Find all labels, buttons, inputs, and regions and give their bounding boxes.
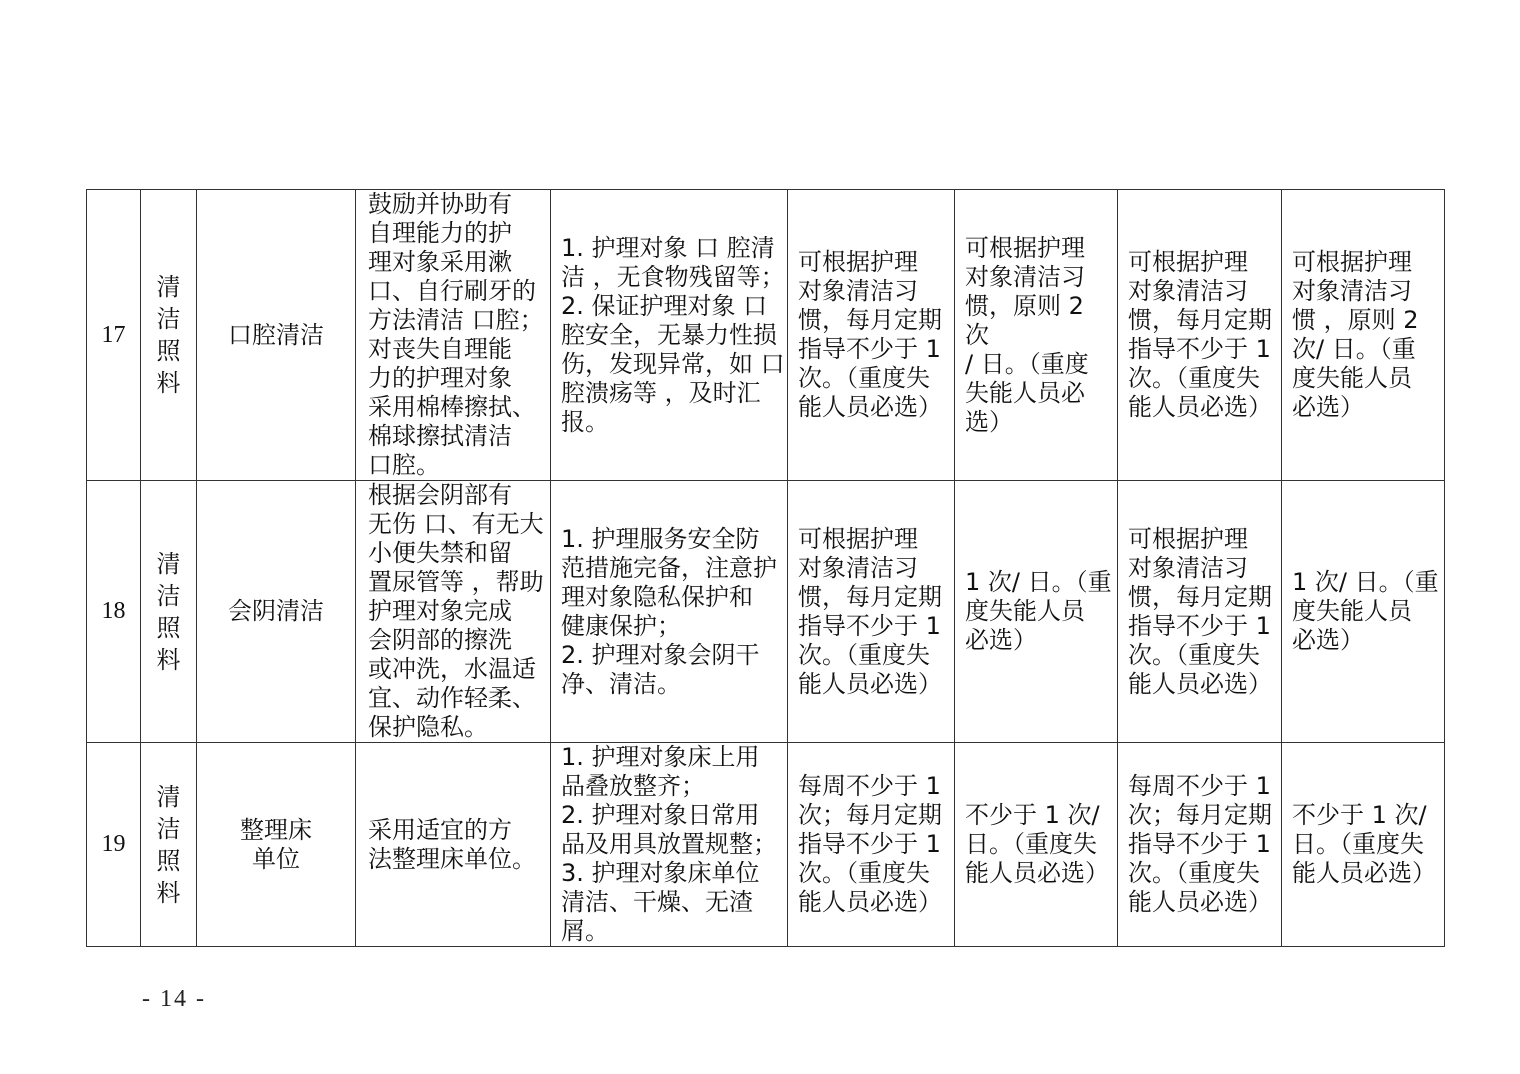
frequency-col-2: 可根据护理 对象清洁习 惯，原则 2 次 / 日。（重度 失能人员必 选） — [955, 190, 1118, 481]
frequency-col-4: 可根据护理 对象清洁习 惯 ，原则 2 次/ 日。（重 度失能人员 必选） — [1282, 190, 1445, 481]
table-row — [87, 743, 1445, 947]
service-standard: 1. 护理服务安全防 范措施完备，注意护 理对象隐私保护和 健康保护； 2. 护理对象会阴干 净、清洁。 — [551, 481, 788, 743]
category-cell — [141, 190, 197, 481]
category-cell — [141, 481, 197, 743]
category-char: 清 — [156, 782, 181, 811]
frequency-col-1: 每周不少于 1 次；每月定期 指导不少于 1 次。（重度失 能人员必选） — [788, 743, 955, 947]
table-row — [87, 190, 1445, 481]
service-item: 会阴清洁 — [197, 481, 356, 743]
service-standard-table — [86, 189, 1445, 947]
service-method: 采用适宜的方 法整理床单位。 — [356, 743, 551, 947]
frequency-col-1: 可根据护理 对象清洁习 惯，每月定期 指导不少于 1 次。（重度失 能人员必选） — [788, 190, 955, 481]
category-char: 洁 — [156, 581, 181, 610]
table-row — [87, 481, 1445, 743]
frequency-col-3: 每周不少于 1 次；每月定期 指导不少于 1 次。（重度失 能人员必选） — [1118, 743, 1282, 947]
category-char: 洁 — [156, 814, 181, 843]
service-item: 整理床 单位 — [197, 743, 356, 947]
frequency-col-3: 可根据护理 对象清洁习 惯，每月定期 指导不少于 1 次。（重度失 能人员必选） — [1118, 190, 1282, 481]
frequency-col-4: 1 次/ 日。（重 度失能人员 必选） — [1282, 481, 1445, 743]
frequency-col-4: 不少于 1 次/ 日。（重度失 能人员必选） — [1282, 743, 1445, 947]
page-number: - 14 - — [142, 986, 206, 1012]
category-char: 照 — [156, 613, 181, 642]
service-standard: 1. 护理对象床上用 品叠放整齐； 2. 护理对象日常用 品及用具放置规整； 3. 护理对象床单位 清洁、干燥、无渣屑。 — [551, 743, 788, 947]
frequency-col-2: 不少于 1 次/ 日。（重度失 能人员必选） — [955, 743, 1118, 947]
row-number: 18 — [87, 481, 141, 743]
category-char: 清 — [156, 273, 181, 301]
category-char: 料 — [156, 645, 181, 674]
category-char: 清 — [156, 549, 181, 578]
frequency-col-3: 可根据护理 对象清洁习 惯，每月定期 指导不少于 1 次。（重度失 能人员必选） — [1118, 481, 1282, 743]
row-number: 17 — [87, 190, 141, 481]
service-method: 鼓励并协助有 自理能力的护 理对象采用漱 口、自行刷牙的 方法清洁 口腔； 对丧失自理能 力的护理对象 采用棉棒擦拭、 棉球擦拭清洁 口腔。 — [356, 190, 551, 481]
service-item: 口腔清洁 — [197, 190, 356, 481]
row-number: 19 — [87, 743, 141, 947]
frequency-col-2: 1 次/ 日。（重 度失能人员 必选） — [955, 481, 1118, 743]
service-method: 根据会阴部有 无伤 口、有无大 小便失禁和留 置尿管等 ，帮助 护理对象完成 会阴部的擦洗 或冲洗，水温适 宜、动作轻柔、 保护隐私。 — [356, 481, 551, 743]
category-char: 照 — [156, 337, 181, 365]
service-standard: 1. 护理对象 口 腔清 洁 ，无食物残留等； 2. 保证护理对象 口 腔安全，无暴力性损 伤，发现异常，如 口 腔溃疡等 ，及时汇 报。 — [551, 190, 788, 481]
category-char: 料 — [156, 878, 181, 907]
frequency-col-1: 可根据护理 对象清洁习 惯，每月定期 指导不少于 1 次。（重度失 能人员必选） — [788, 481, 955, 743]
category-char: 照 — [156, 846, 181, 875]
category-char: 洁 — [156, 305, 181, 333]
category-cell — [141, 743, 197, 947]
category-char: 料 — [156, 369, 181, 397]
